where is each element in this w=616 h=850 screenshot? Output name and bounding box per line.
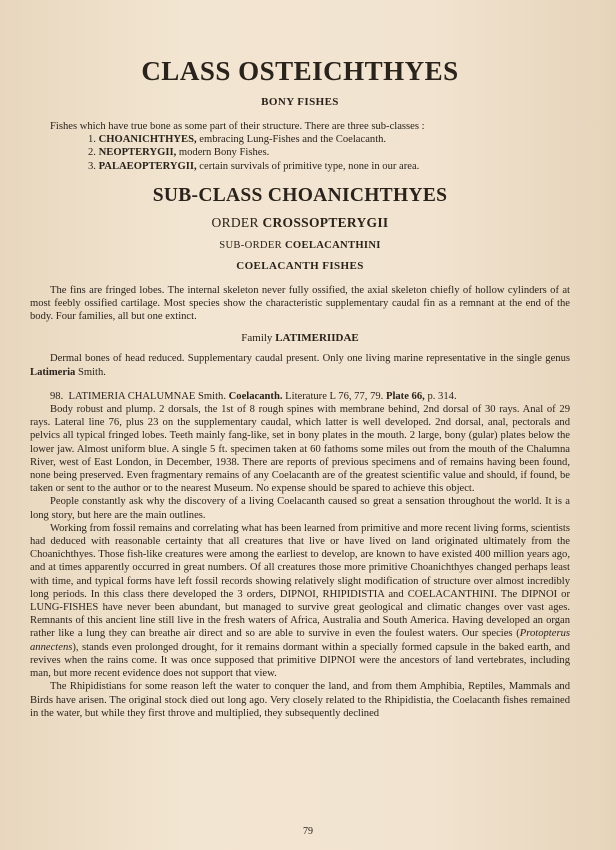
page-title: CLASS OSTEICHTHYES	[141, 56, 459, 86]
family-heading: Family LATIMERIIDAE	[241, 332, 359, 345]
page-number: 79	[303, 826, 313, 837]
suborder-heading: SUB-ORDER COELACANTHINI	[219, 239, 381, 251]
group-heading: COELACANTH FISHES	[236, 259, 364, 272]
question-paragraph: People constantly ask why the discovery of a living Coelacanth caused so great a sensation throughout the world. It is a long story, but here are the main outlines.	[30, 496, 570, 521]
list-item: 1. CHOANICHTHYES, embracing Lung-Fishes and the Coelacanth.	[88, 134, 387, 146]
order-heading: ORDER CROSSOPTERYGII	[211, 214, 389, 230]
description-paragraph: Body robust and plump. 2 dorsals, the 1st of 8 rough spines with membrane behind, 2nd dorsal of 30 rays. Anal of 29 rays. Lateral line 76, plus 23 on the supplementary caudal, which latter is well developed. 2nd dorsal, anal, pectorals and pelvics all typical fringed lobes. Teeth mainly fang-like, set in bony plates in the mouth. 2 large, bony (gular) plates below the lower jaw. Almost uniform blue. A single 5 ft. specimen taken at 60 fathoms some miles out from the mouth of the Chalumna River, west of East London, in December, 1938. There are reports of previous specimens and of remains having been found, none being preserved. Even fragmentary remains of any Coelacanth are of the greatest scientific value and should, if found, be taken or sent to the author or to the nearest Museum. No expense should be spared to achieve this object.	[30, 404, 570, 495]
rhipidistia-paragraph: The Rhipidistians for some reason left the water to conquer the land, and from them Amphibia, Reptiles, Mammals and Birds have arisen. The original stock died out long ago. Very closely related to the Rhipidistia, the Coelacanth fishes remained in the water, but while they first throve and multiplied, they subsequently declined	[30, 681, 570, 719]
species-entry-heading: 98. LATIMERIA CHALUMNAE Smith. Coelacanth. Literature L 76, 77, 79. Plate 66, p. 314.	[50, 390, 457, 402]
subclass-list	[30, 133, 570, 173]
list-item: 3. PALAEOPTERYGII, certain survivals of primitive type, none in our area.	[88, 160, 420, 172]
class-subtitle: BONY FISHES	[261, 96, 339, 108]
subclass-heading: SUB-CLASS CHOANICHTHYES	[152, 184, 448, 206]
family-paragraph: Dermal bones of head reduced. Supplementary caudal present. Only one living marine representative in the single genus Latimeria Smith.	[30, 353, 570, 378]
fins-paragraph: The fins are fringed lobes. The internal skeleton never fully ossified, the axial skeleton chiefly of hollow cylinders of at most feebly ossified cartilage. Most species show the characteristic supplementary caudal fin as a remnant at the end of the body. Four families, all but one extinct.	[30, 284, 570, 323]
list-item: 2. NEOPTERYGII, modern Bony Fishes.	[88, 147, 270, 159]
fossil-paragraph: Working from fossil remains and correlating what has been learned from primitive and more recent living forms, scientists had deduced with reasonable certainty that all creatures that live or have lived on land originated ultimately from the Choanichthyes. Those fish-like creatures were among the earliest to develop, are known to have existed 400 million years ago, and at times apparently occurred in great numbers. Of all creatures those more primitive Choanichthyes changed perhaps least with time, and typical forms have left fossil records showing relatively slight modification of structure over almost incredibly long periods. In this class there developed the 3 orders, DIPNOI, RHIPIDISTIA and COELACANTHINI. The DIPNOI or LUNG-FISHES have never been abundant, but managed to survive great geological and climatic changes over vast ages. Remnants of this ancient line still live in the fresh waters of Africa, Australia and South America. Having developed an organ rather like a lung they can breathe air direct and so are able to survive in even the foulest waters. Our species (Protopterus annectens), stands even prolonged drought, for it remains dormant within a specially formed capsule in the baked earth, and revives when the rains come. It was once supposed that primitive DIPNOI were the ancestors of land vertebrates, including man, but more recent evidence does not support that view.	[30, 522, 570, 680]
intro-text: Fishes which have true bone as some part of their structure. There are three sub-classes :	[50, 121, 425, 132]
